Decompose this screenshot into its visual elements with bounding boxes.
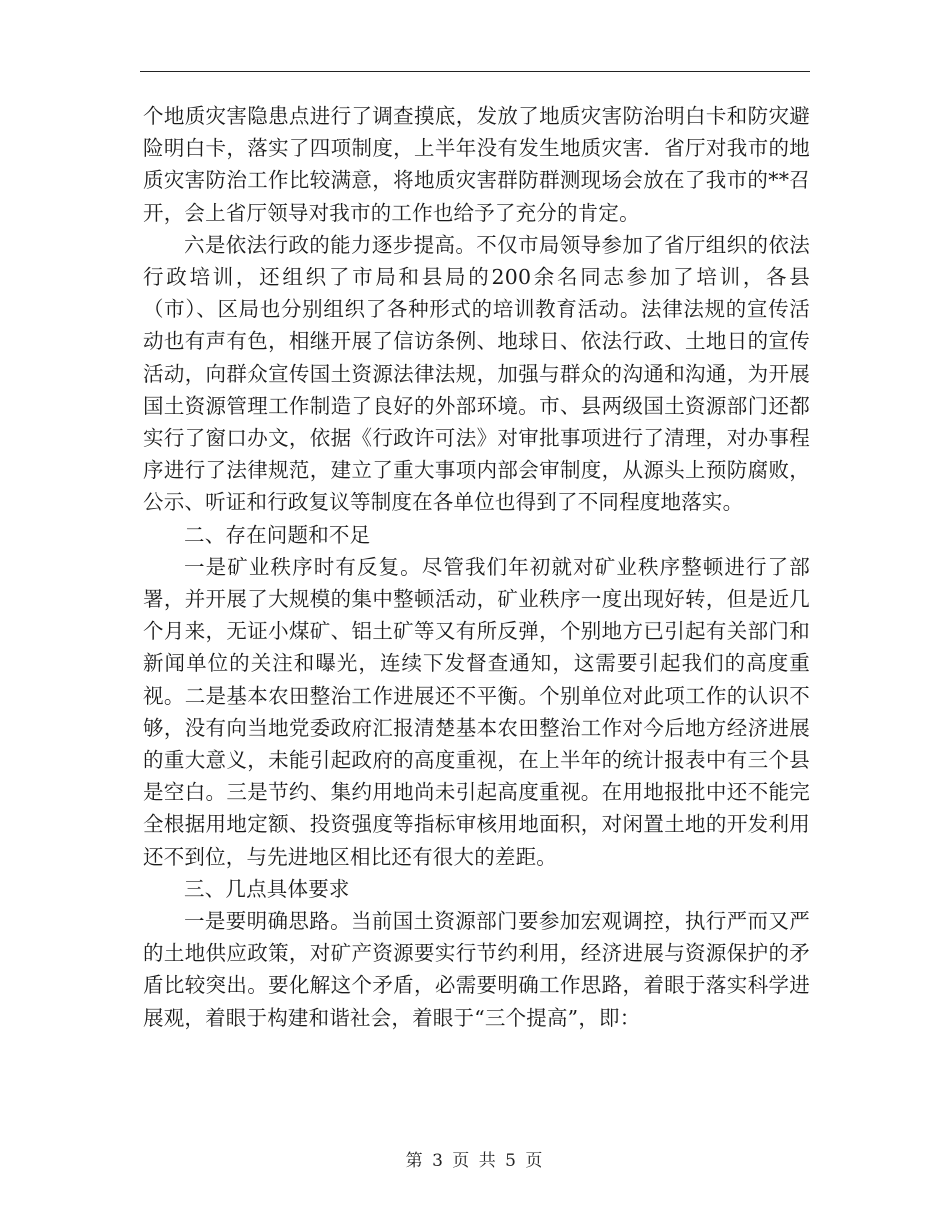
- paragraph-3: 一是矿业秩序时有反复。尽管我们年初就对矿业秩序整顿进行了部署，并开展了大规模的集中整顿活动，矿业秩序一度出现好转，但是近几个月来，无证小煤矿、铝土矿等又有所反弹，个别地方已引起有关部门和新闻单位的关注和曝光，连续下发督查通知，这需要引起我们的高度重视。二是基本农田整治工作进展还不平衡。个别单位对此项工作的认识不够，没有向当地党委政府汇报清楚基本农田整治工作对今后地方经济进展的重大意义，未能引起政府的高度重视，在上半年的统计报表中有三个县是空白。三是节约、集约用地尚未引起高度重视。在用地报批中还不能完全根据用地定额、投资强度等指标审核用地面积，对闲置土地的开发利用还不到位，与先进地区相比还有很大的差距。: [143, 554, 810, 869]
- section-heading-requirements: 三、几点具体要求: [184, 876, 350, 901]
- header-rule: [140, 71, 810, 72]
- body-text: [143, 100, 810, 1034]
- page-number-footer: 第 3 页 共 5 页: [405, 1151, 545, 1171]
- paragraph-1: 个地质灾害隐患点进行了调查摸底，发放了地质灾害防治明白卡和防灾避险明白卡，落实了四项制度，上半年没有发生地质灾害．省厅对我市的地质灾害防治工作比较满意，将地质灾害群防群测现场会放在了我市的**召开，会上省厅领导对我市的工作也给予了充分的肯定。: [143, 104, 810, 225]
- section-heading-problems: 二、存在问题和不足: [184, 522, 371, 547]
- paragraph-2: 六是依法行政的能力逐步提高。不仅市局领导参加了省厅组织的依法行政培训，还组织了市局和县局的200余名同志参加了培训，各县（市）、区局也分别组织了各种形式的培训教育活动。法律法规的宣传活动也有声有色，相继开展了信访条例、地球日、依法行政、土地日的宣传活动，向群众宣传国土资源法律法规，加强与群众的沟通和沟通，为开展国土资源管理工作制造了良好的外部环境。市、县两级国土资源部门还都实行了窗口办文，依据《行政许可法》对审批事项进行了清理，对办事程序进行了法律规范，建立了重大事项内部会审制度，从源头上预防腐败，公示、听证和行政复议等制度在各单位也得到了不同程度地落实。: [143, 232, 810, 515]
- paragraph-4: 一是要明确思路。当前国土资源部门要参加宏观调控，执行严而又严的土地供应政策，对矿产资源要实行节约利用，经济进展与资源保护的矛盾比较突出。要化解这个矛盾，必需要明确工作思路，着眼于落实科学进展观，着眼于构建和谐社会，着眼于“三个提高”，即：: [143, 909, 810, 1030]
